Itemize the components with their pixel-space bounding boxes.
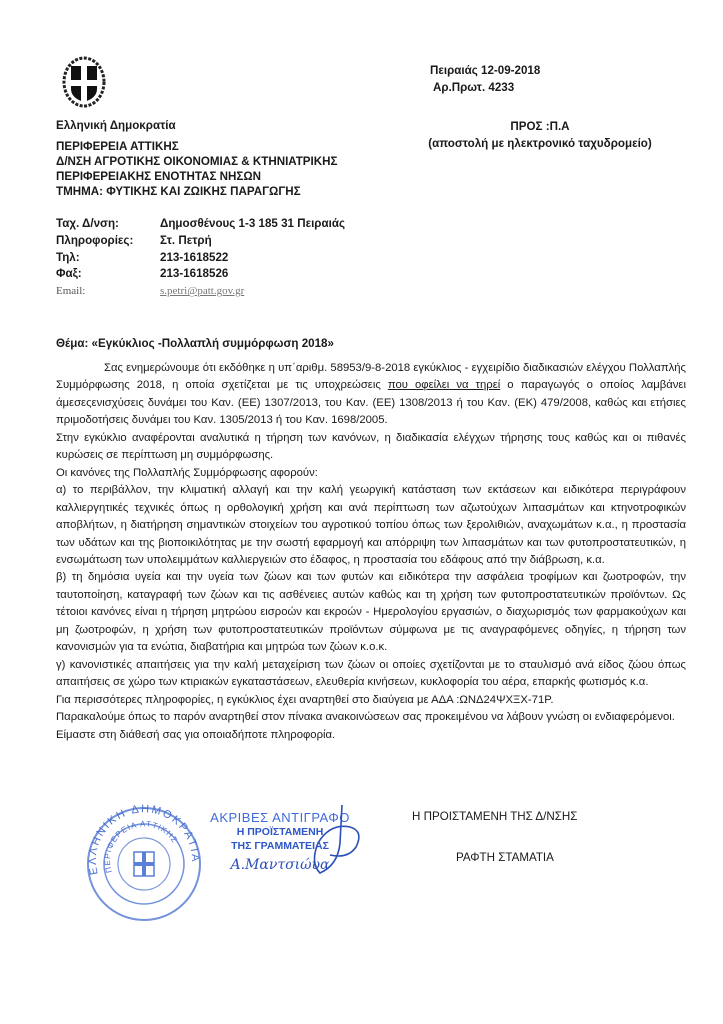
list-item-a: α) το περιβάλλον, την κλιματική αλλαγή και την καλή γεωργική κατάσταση των εκτάσεων και ειδικότερα περιγράφουν καλλιεργητικές τεχνικές όπως η ορθολογική χρήση και ανά περίπτωση των αζωτούχων λιπασμάτων και κτηνοτροφικών αποβλήτων, η διατήρηση σημαντικών στοιχείων του αγροτικού τοπίου όπως των ξερολιθιών, αναχωμάτων κ.α., η προστασία των υδάτων και της βιοποικιλότητας με την σωστή εφαρμογή και απόρριψη των λιπασμάτων και των φυτοπροστατευτικών, η ενσωμάτωση των υπολειμμάτων καλλιεργειών στο έδαφος, η προστασία του εδάφους από την διάβρωση, κ.α. [56, 484, 686, 566]
org-line: ΠΕΡΙΦΕΡΕΙΑ ΑΤΤΙΚΗΣ [56, 140, 179, 153]
signer-name: ΡΑΦΤΗ ΣΤΑΜΑΤΙΑ [456, 851, 554, 864]
contact-label: Τηλ: [56, 250, 80, 264]
email-link[interactable]: s.petri@patt.gov.gr [160, 285, 245, 298]
contact-value: Δημοσθένους 1-3 185 31 Πειραιάς [160, 217, 345, 230]
protocol-number: Αρ.Πρωτ. 4233 [433, 81, 515, 94]
contact-value: 213-1618522 [160, 250, 229, 264]
paragraph: Για περισσότερες πληροφορίες, η εγκύκλιος έχει αναρτηθεί στο διαύγεια με ΑΔΑ :ΩΝΔ24ΨΧΞΧ-71Ρ. [56, 693, 554, 706]
underlined-text: που οφείλει να τηρεί [387, 379, 501, 392]
recipient-delivery: (αποστολή με ηλεκτρονικό ταχυδρομείο) [428, 137, 652, 150]
paragraph-text: Σας ενημερώνουμε ότι εκδόθηκε η υπ΄αριθμ. 58953/9-8-2018 εγκύκλιος - εγχειρίδιο διαδικασιών ελέγχου Πολλαπλής Συμμόρφωσης 2018, η οποία σχετίζεται με τις υποχρεώσεις [56, 362, 686, 392]
paragraph: Οι κανόνες της Πολλαπλής Συμμόρφωσης αφορούν: [56, 466, 318, 479]
email-label: Email: [56, 285, 86, 298]
list-item-c: γ) κανονιστικές απαιτήσεις για την καλή μεταχείριση των ζώων οι οποίες σχετίζονται με το σταυλισμό ανά είδος ζώου όπως απαιτήσεις σε χώρο των κτιριακών εγκαταστάσεων, ελευθερία κινήσεων, κυκλοφορία του αέρα, επαρκής φωτισμός κ.α. [56, 658, 686, 689]
org-line: ΠΕΡΙΦΕΡΕΙΑΚΗΣ ΕΝΟΤΗΤΑΣ ΝΗΣΩΝ [56, 170, 262, 183]
contact-value: Στ. Πετρή [160, 233, 212, 247]
contact-row [56, 233, 345, 250]
paragraph: Στην εγκύκλιο αναφέρονται αναλυτικά η τήρηση των κανόνων, η διαδικασία ελέγχων τήρησης τους καθώς και οι πιθανές κυρώσεις σε περίπτωση μη συμμόρφωσης. [56, 431, 686, 462]
org-line: ΤΜΗΜΑ: ΦΥΤΙΚΗΣ ΚΑΙ ΖΩΙΚΗΣ ΠΑΡΑΓΩΓΗΣ [56, 185, 301, 198]
stamp-line: ΑΚΡΙΒΕΣ ΑΝΤΙΓΡΑΦΟ [210, 810, 350, 825]
contact-row [56, 216, 345, 233]
contact-row-email [56, 283, 345, 300]
letter-body [56, 360, 686, 744]
subject-line: Θέμα: «Εγκύκλιος -Πολλαπλή συμμόρφωση 2018» [56, 337, 334, 350]
signature-scribble-icon [290, 803, 370, 881]
contact-label: Ταχ. Δ/νση: [56, 217, 119, 230]
recipient-to: ΠΡΟΣ :Π.Α [510, 120, 570, 133]
date-block [430, 62, 540, 96]
handwritten-signature: Α.Μαντσιώυα [230, 857, 330, 873]
paragraph: Παρακαλούμε όπως το παρόν αναρτηθεί στον πίνακα ανακοινώσεων σας προκειμένου να λάβουν γνώση οι ενδιαφερόμενοι. [56, 711, 675, 724]
coat-of-arms-icon [61, 55, 107, 109]
seal-ring-text: ΕΛΛΗΝΙΚΗ ΔΗΜΟΚΡΑΤΙΑ [86, 803, 202, 876]
paragraph: Είμαστε στη διάθεσή σας για οποιαδήποτε πληροφορία. [56, 728, 336, 741]
stamp-line: Η ΠΡΟΪΣΤΑΜΕΝΗ [236, 826, 324, 838]
paragraph [56, 360, 686, 430]
republic-label: Ελληνική Δημοκρατία [56, 119, 176, 132]
contact-label: Πληροφορίες: [56, 233, 134, 247]
signer-block [390, 810, 690, 864]
list-item-b: β) τη δημόσια υγεία και την υγεία των ζώων και των φυτών και ειδικότερα την ασφάλεια τροφίμων και ζωοτροφών, την ταυτοποίηση, καταγραφή των ζώων και τις ασθένειες αυτών καθώς και τη χρήση των φυτοπροστατευτικών προϊόντων. Ως τέτοιοι κανόνες είναι η τήρηση μητρώου εισροών και εκροών - Ημερολογίου εργασιών, ο διαχωρισμός των φαρμακούχων και μη ζωοτροφών, η χρήση των φυτοπροστατευτικών προϊόντων σύμφωνα με τις αναγραφόμενες οδηγίες, η τήρηση των κανονισμών για τα ενώτια, διαβατήρια και μητρώα των ζώων κ.ο.κ. [56, 571, 686, 654]
contact-block [56, 216, 345, 300]
contact-row [56, 266, 345, 283]
stamp-line: ΤΗΣ ΓΡΑΜΜΑΤΕΙΑΣ [231, 840, 329, 852]
recipient-block [410, 118, 670, 152]
org-line: Δ/ΝΣΗ ΑΓΡΟΤΙΚΗΣ ΟΙΚΟΝΟΜΙΑΣ & ΚΤΗΝΙΑΤΡΙΚΗΣ [56, 155, 338, 168]
paragraph-text: ο παραγωγός ο οποίος λαμβάνει άμεσεςενισχύσεις δυνάμει του Καν. (ΕΕ) 1307/2013, του Καν. (ΕΕ) 1308/2013 ή του Καν. (ΕΚ) 479/2008, καθώς και ετήσιες πριμοδοτήσεις δυνάμει του Καν. 1305/2013 ή του Καν. 1698/2005. [56, 379, 686, 427]
seal-inner-text: ΠΕΡΙΦΕΡΕΙΑ ΑΤΤΙΚΗΣ [102, 819, 180, 874]
official-seal-icon [84, 802, 204, 922]
place-date: Πειραιάς 12-09-2018 [430, 64, 541, 77]
signer-title: Η ΠΡΟΙΣΤΑΜΕΝΗ ΤΗΣ Δ/ΝΣΗΣ [412, 810, 578, 823]
contact-value: 213-1618526 [160, 267, 229, 281]
contact-label: Φαξ: [56, 267, 82, 281]
issuer-header [56, 118, 337, 199]
contact-row [56, 250, 345, 267]
